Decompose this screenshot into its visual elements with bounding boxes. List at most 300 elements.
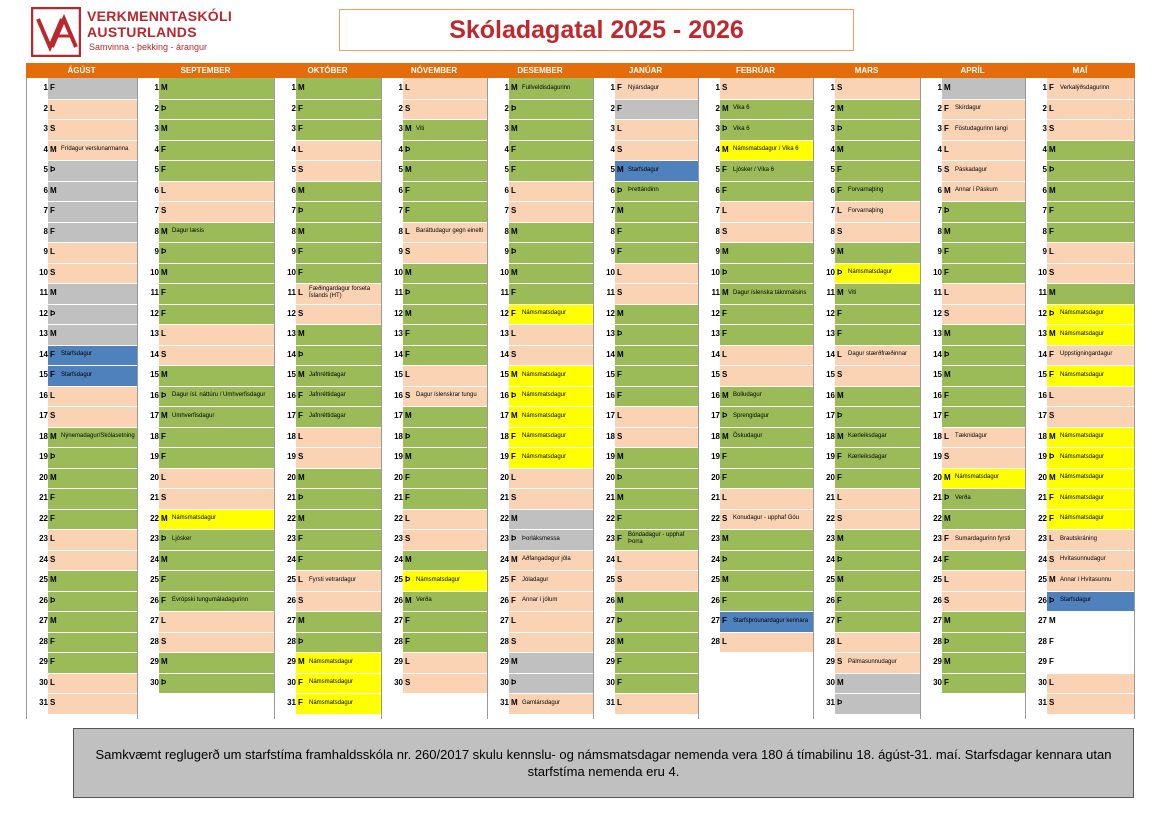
event-label: Námsmatsdagur <box>1060 310 1105 316</box>
day-cell <box>137 550 274 571</box>
weekday-letter: F <box>50 493 55 502</box>
day-cell <box>813 78 920 99</box>
day-number: 19 <box>606 452 615 461</box>
weekday-letter: M <box>405 308 412 318</box>
day-number: 4 <box>830 144 835 154</box>
day-number: 8 <box>504 226 509 236</box>
day-number: 15 <box>39 370 48 379</box>
day-cell <box>137 201 274 222</box>
weekday-letter: M <box>405 124 412 133</box>
row-divider <box>26 406 1135 407</box>
event-label: Dagur íslenskrar tungu <box>416 392 477 398</box>
day-number: 11 <box>287 288 296 297</box>
day-cell <box>920 488 1025 509</box>
weekday-letter: S <box>944 308 950 318</box>
day-cell <box>920 591 1025 612</box>
day-cell <box>1025 673 1135 694</box>
day-cell <box>26 345 137 366</box>
weekday-letter: F <box>161 575 166 584</box>
day-number: 13 <box>39 329 48 338</box>
day-number: 12 <box>826 308 835 318</box>
day-number: 4 <box>43 144 48 154</box>
day-number: 20 <box>39 472 48 482</box>
day-cell <box>698 570 813 591</box>
day-cell <box>381 447 487 468</box>
weekday-letter: M <box>50 288 57 297</box>
weekday-letter: Þ <box>161 247 167 256</box>
weekday-letter: S <box>50 267 56 277</box>
day-cell <box>698 509 813 530</box>
weekday-letter: S <box>944 452 950 461</box>
weekday-letter: M <box>617 452 624 461</box>
weekday-letter: F <box>298 677 303 687</box>
day-cell <box>1025 324 1135 345</box>
day-cell <box>26 283 137 304</box>
day-cell <box>487 99 593 120</box>
day-number: 10 <box>394 267 403 277</box>
weekday-letter: S <box>837 513 843 523</box>
row-divider <box>26 181 1135 182</box>
day-number: 21 <box>150 493 159 502</box>
day-number: 10 <box>500 267 509 277</box>
day-cell <box>137 222 274 243</box>
day-cell <box>487 119 593 140</box>
day-number: 19 <box>287 452 296 461</box>
weekday-letter: M <box>298 370 305 379</box>
day-cell <box>1025 283 1135 304</box>
day-cell <box>381 386 487 407</box>
weekday-letter: Þ <box>617 185 623 195</box>
event-label: Námsmatsdagur <box>522 412 567 419</box>
day-cell <box>274 509 381 530</box>
weekday-letter: L <box>617 554 622 564</box>
event-label: Nýársdagur <box>628 84 660 91</box>
day-number: 13 <box>711 329 720 338</box>
day-cell <box>26 488 137 509</box>
day-number: 11 <box>933 288 942 297</box>
day-number: 22 <box>711 513 720 523</box>
day-cell <box>813 447 920 468</box>
day-number: 23 <box>150 534 159 543</box>
day-number: 9 <box>715 247 720 256</box>
weekday-letter: F <box>511 308 516 318</box>
day-number: 25 <box>500 575 509 584</box>
logo-tagline: Samvinna - þekking - árangur <box>89 42 208 52</box>
day-number: 6 <box>291 185 296 195</box>
day-number: 25 <box>39 575 48 584</box>
day-cell <box>26 611 137 632</box>
day-cell <box>1025 140 1135 161</box>
day-cell <box>26 529 137 550</box>
day-number: 14 <box>826 349 835 359</box>
day-cell <box>698 78 813 99</box>
day-cell <box>920 570 1025 591</box>
day-cell <box>274 611 381 632</box>
event-label: Öskudagur <box>733 433 763 439</box>
day-cell <box>698 222 813 243</box>
event-label: Námsmatsdagur <box>1060 494 1105 501</box>
day-cell <box>813 427 920 448</box>
day-number: 22 <box>287 513 296 523</box>
weekday-letter: M <box>617 636 624 646</box>
event-label: Dagur íslenska táknmálsins <box>733 289 807 296</box>
event-label: Vika 6 <box>733 105 750 111</box>
day-cell <box>813 160 920 181</box>
day-number: 19 <box>1038 452 1047 461</box>
weekday-letter: F <box>405 616 410 625</box>
weekday-letter: L <box>50 103 55 113</box>
day-number: 14 <box>711 349 720 359</box>
day-number: 6 <box>715 185 720 195</box>
weekday-letter: Þ <box>1049 452 1055 461</box>
day-number: 24 <box>826 554 835 564</box>
day-number: 5 <box>43 165 48 174</box>
day-cell <box>1025 263 1135 284</box>
day-cell <box>813 611 920 632</box>
weekday-letter: M <box>944 472 951 482</box>
day-number: 2 <box>1042 103 1047 113</box>
day-number: 9 <box>830 247 835 256</box>
day-cell <box>1025 591 1135 612</box>
event-label: Námsmatsdagur <box>309 679 354 685</box>
row-divider <box>26 652 1135 653</box>
day-cell <box>920 509 1025 530</box>
weekday-letter: L <box>50 247 55 256</box>
weekday-letter: L <box>405 657 410 666</box>
event-label: Námsmatsdagur <box>172 515 217 521</box>
day-number <box>381 693 403 713</box>
day-cell <box>26 324 137 345</box>
day-number: 14 <box>606 349 615 359</box>
day-number: 8 <box>937 226 942 236</box>
day-number: 28 <box>500 636 509 646</box>
day-number: 21 <box>287 493 296 502</box>
day-cell <box>26 140 137 161</box>
weekday-letter: L <box>298 575 303 584</box>
day-cell <box>381 242 487 263</box>
page-title: Skóladagatal 2025 - 2026 <box>339 9 854 51</box>
event-label: Brautskráning <box>1060 535 1098 542</box>
day-cell <box>487 386 593 407</box>
day-cell <box>381 119 487 140</box>
day-cell <box>274 283 381 304</box>
day-number: 21 <box>711 493 720 502</box>
weekday-letter: M <box>298 83 305 92</box>
weekday-letter: M <box>944 616 951 625</box>
day-cell <box>920 324 1025 345</box>
day-cell <box>274 140 381 161</box>
day-number: 12 <box>150 308 159 318</box>
weekday-letter: S <box>405 390 411 400</box>
weekday-letter: Þ <box>511 390 517 400</box>
day-cell <box>274 570 381 591</box>
day-cell <box>698 488 813 509</box>
month-header: APRÍL <box>960 66 985 75</box>
day-number: 20 <box>933 472 942 482</box>
day-number: 16 <box>826 390 835 400</box>
day-cell <box>487 570 593 591</box>
event-label: Sumardagurinn fyrsti <box>955 535 1011 542</box>
day-number: 22 <box>606 513 615 523</box>
weekday-letter: L <box>617 124 622 133</box>
row-divider <box>26 693 1135 694</box>
row-divider <box>26 509 1135 510</box>
day-cell <box>487 345 593 366</box>
event-label: Námsmatsdagur <box>522 310 567 316</box>
school-logo <box>31 6 271 58</box>
day-cell <box>593 78 698 99</box>
event-label: Dagur ísl. náttúru / Umhverfisdagur <box>172 392 266 398</box>
day-number: 10 <box>150 267 159 277</box>
weekday-letter: M <box>837 431 844 441</box>
weekday-letter: L <box>944 575 949 584</box>
day-number: 28 <box>394 636 403 646</box>
weekday-letter: F <box>722 452 727 461</box>
weekday-letter: S <box>161 493 167 502</box>
day-number: 10 <box>933 267 942 277</box>
weekday-letter: M <box>405 165 412 174</box>
weekday-letter: M <box>617 595 624 605</box>
day-number: 6 <box>398 185 403 195</box>
day-cell <box>593 468 698 489</box>
day-cell <box>920 181 1025 202</box>
day-cell <box>137 365 274 386</box>
day-cell <box>1025 181 1135 202</box>
day-cell <box>274 99 381 120</box>
day-cell <box>381 652 487 673</box>
day-cell <box>813 550 920 571</box>
day-number: 23 <box>711 534 720 543</box>
day-cell <box>698 652 813 673</box>
day-cell <box>698 591 813 612</box>
day-cell <box>274 488 381 509</box>
row-divider <box>26 263 1135 264</box>
weekday-letter: F <box>405 349 410 359</box>
day-number: 23 <box>606 534 615 543</box>
weekday-letter: F <box>50 636 55 646</box>
day-cell <box>137 119 274 140</box>
day-number: 20 <box>287 472 296 482</box>
day-cell <box>813 509 920 530</box>
weekday-letter: M <box>617 206 624 215</box>
weekday-letter: F <box>944 390 949 400</box>
day-cell <box>487 427 593 448</box>
weekday-letter: F <box>944 267 949 277</box>
event-label: Bolludagur <box>733 392 762 398</box>
weekday-letter: M <box>1049 431 1056 441</box>
weekday-letter: S <box>617 144 623 154</box>
day-cell <box>137 611 274 632</box>
day-number: 22 <box>826 513 835 523</box>
day-cell <box>1025 427 1135 448</box>
day-number: 15 <box>933 370 942 379</box>
day-cell <box>26 652 137 673</box>
day-number: 31 <box>606 698 615 707</box>
weekday-letter: M <box>161 411 168 420</box>
day-number: 8 <box>154 226 159 236</box>
day-number: 23 <box>394 534 403 543</box>
day-number: 22 <box>394 513 403 523</box>
row-divider <box>26 119 1135 120</box>
day-cell <box>698 345 813 366</box>
weekday-letter: Þ <box>405 431 411 441</box>
day-cell <box>920 242 1025 263</box>
weekday-letter: L <box>50 534 55 543</box>
day-cell <box>137 242 274 263</box>
month-header: MAÍ <box>1072 66 1088 75</box>
day-number: 6 <box>504 185 509 195</box>
weekday-letter: M <box>511 226 518 236</box>
day-number: 1 <box>1042 83 1047 92</box>
day-number: 7 <box>937 206 942 215</box>
day-number: 9 <box>610 247 615 256</box>
day-number: 20 <box>606 472 615 482</box>
weekday-letter: L <box>1049 390 1054 400</box>
day-number: 13 <box>500 329 509 338</box>
weekday-letter: F <box>837 472 842 482</box>
day-number: 31 <box>826 698 835 707</box>
day-number: 7 <box>610 206 615 215</box>
event-label: Verða <box>955 494 971 501</box>
day-number: 7 <box>715 206 720 215</box>
day-number: 10 <box>711 267 720 277</box>
day-number: 7 <box>398 206 403 215</box>
weekday-letter: Þ <box>161 677 167 687</box>
day-number: 19 <box>500 452 509 461</box>
row-divider <box>26 673 1135 674</box>
weekday-letter: F <box>405 636 410 646</box>
day-cell <box>593 160 698 181</box>
weekday-letter: M <box>837 534 844 543</box>
day-number <box>698 673 720 693</box>
weekday-letter: L <box>944 288 949 297</box>
day-cell <box>381 201 487 222</box>
day-number: 23 <box>39 534 48 543</box>
weekday-letter: L <box>511 472 516 482</box>
day-number: 22 <box>150 513 159 523</box>
day-cell <box>1025 242 1135 263</box>
event-label: Tæknidagur <box>955 433 988 439</box>
weekday-letter: Þ <box>298 349 304 359</box>
day-cell <box>487 201 593 222</box>
day-number: 17 <box>1038 411 1047 420</box>
day-number: 3 <box>398 124 403 133</box>
event-label: Forvarnaþing <box>848 187 884 193</box>
day-number: 15 <box>711 370 720 379</box>
day-number: 26 <box>826 595 835 605</box>
event-label: Dagur læsis <box>172 228 205 234</box>
weekday-letter: F <box>722 329 727 338</box>
row-divider <box>26 304 1135 305</box>
event-label: Starfsdagur <box>628 166 660 173</box>
day-cell <box>487 242 593 263</box>
column-divider <box>698 78 699 719</box>
column-divider <box>593 78 594 719</box>
weekday-letter: M <box>617 493 624 502</box>
day-cell <box>698 386 813 407</box>
day-cell <box>1025 78 1135 99</box>
event-label: Námsmatsdagur <box>522 433 567 439</box>
day-cell <box>137 304 274 325</box>
day-number: 2 <box>504 103 509 113</box>
row-divider <box>26 386 1135 387</box>
day-number: 26 <box>606 595 615 605</box>
day-number: 12 <box>606 308 615 318</box>
weekday-letter: S <box>617 575 623 584</box>
weekday-letter: S <box>405 247 411 256</box>
column-divider <box>381 78 382 719</box>
day-number: 7 <box>1042 206 1047 215</box>
day-number: 31 <box>287 698 296 707</box>
day-number: 29 <box>394 657 403 666</box>
weekday-letter: Þ <box>298 493 304 502</box>
day-cell <box>920 345 1025 366</box>
weekday-letter: F <box>722 308 727 318</box>
day-number: 8 <box>715 226 720 236</box>
weekday-letter: F <box>298 698 303 707</box>
day-number: 29 <box>39 657 48 666</box>
day-number: 17 <box>826 411 835 420</box>
day-cell <box>698 550 813 571</box>
day-cell <box>381 365 487 386</box>
day-number <box>698 693 720 713</box>
weekday-letter: M <box>722 247 729 256</box>
month-header: DESEMBER <box>517 66 563 75</box>
day-cell <box>920 632 1025 653</box>
day-number: 24 <box>287 554 296 564</box>
weekday-letter: L <box>511 616 516 625</box>
day-cell <box>813 570 920 591</box>
day-cell <box>274 447 381 468</box>
day-number: 10 <box>287 267 296 277</box>
weekday-letter: M <box>50 144 57 154</box>
day-cell <box>274 591 381 612</box>
day-cell <box>487 78 593 99</box>
day-number: 7 <box>154 206 159 215</box>
weekday-letter: S <box>1049 411 1055 420</box>
weekday-letter: Þ <box>405 288 411 297</box>
weekday-letter: F <box>944 554 949 564</box>
day-cell <box>381 324 487 345</box>
day-number: 29 <box>150 657 159 666</box>
row-divider <box>26 222 1135 223</box>
row-divider <box>26 345 1135 346</box>
day-cell <box>698 242 813 263</box>
day-cell <box>381 550 487 571</box>
day-cell <box>698 673 813 694</box>
weekday-letter: L <box>1049 247 1054 256</box>
weekday-letter: F <box>405 206 410 215</box>
day-number: 21 <box>39 493 48 502</box>
day-number: 11 <box>606 288 615 297</box>
day-number: 24 <box>394 554 403 564</box>
weekday-letter: F <box>298 390 303 400</box>
day-number: 28 <box>933 636 942 646</box>
weekday-letter: F <box>50 349 55 359</box>
day-cell <box>274 345 381 366</box>
day-number: 29 <box>606 657 615 666</box>
day-number: 18 <box>711 431 720 441</box>
event-label: Námsmatsdagur <box>1060 330 1105 337</box>
day-cell <box>487 591 593 612</box>
day-cell <box>593 99 698 120</box>
day-cell <box>137 345 274 366</box>
day-number: 11 <box>1038 288 1047 297</box>
event-label: Pálmasunnudagur <box>848 658 897 665</box>
weekday-letter: M <box>298 329 305 338</box>
weekday-letter: S <box>722 513 728 523</box>
day-number: 4 <box>154 144 159 154</box>
